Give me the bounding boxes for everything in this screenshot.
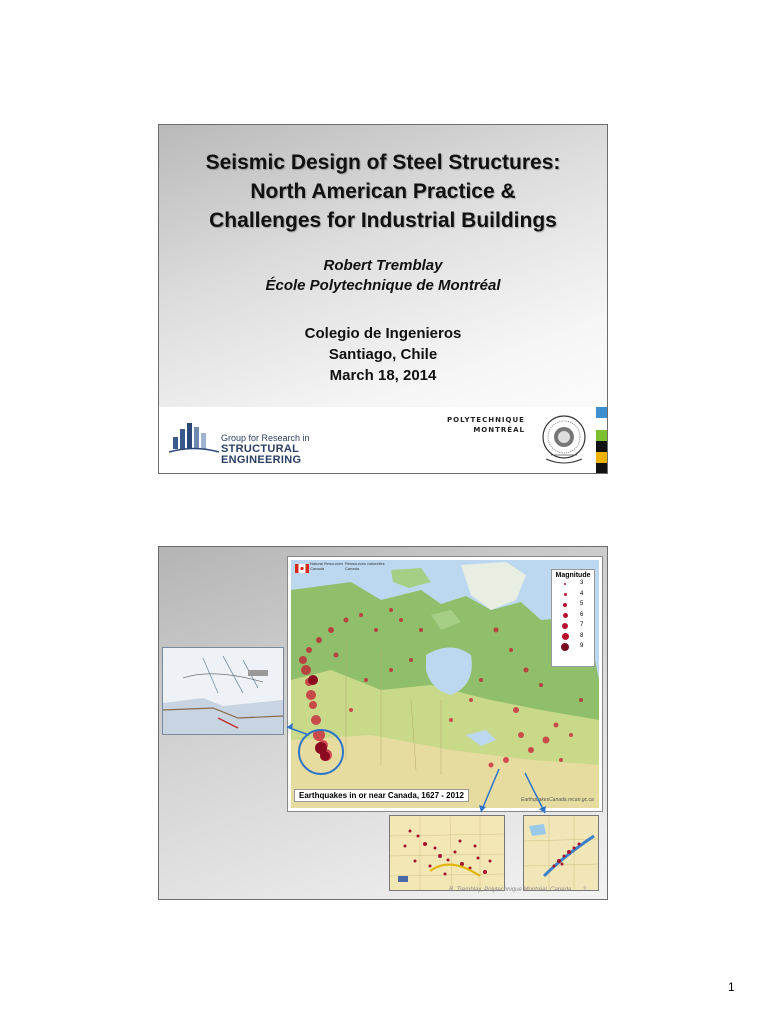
regional-map-graphic bbox=[390, 816, 504, 890]
color-swatch bbox=[596, 463, 608, 474]
legend-dot bbox=[562, 633, 569, 640]
legend-dot bbox=[561, 643, 569, 651]
accent-color-bar bbox=[596, 407, 608, 474]
color-swatch bbox=[596, 418, 608, 429]
page-number: 1 bbox=[728, 980, 735, 994]
venue-location: Santiago, Chile bbox=[328, 346, 438, 363]
legend-row bbox=[552, 642, 594, 653]
agency-fr-line-2: Canada bbox=[345, 566, 360, 571]
legend-row bbox=[552, 579, 594, 590]
agency-en-line-2: Canada bbox=[310, 566, 325, 571]
color-swatch bbox=[596, 441, 608, 452]
grse-logo bbox=[169, 421, 369, 466]
presentation-title bbox=[159, 148, 607, 235]
tectonic-diagram-graphic bbox=[163, 648, 283, 734]
polytechnique-wordmark bbox=[447, 415, 525, 435]
title-line-3: Challenges for Industrial Buildings bbox=[209, 209, 557, 232]
color-swatch bbox=[596, 430, 608, 441]
agency-name-en bbox=[310, 561, 343, 571]
legend-label: 7 bbox=[580, 622, 584, 628]
legend-row bbox=[552, 632, 594, 643]
footer-credit: R. Tremblay, Polytechnique Montréal, Canada bbox=[449, 887, 572, 893]
logo-footer bbox=[159, 407, 595, 473]
legend-label: 8 bbox=[580, 632, 584, 639]
legend-dot bbox=[564, 583, 566, 585]
legend-label: 5 bbox=[580, 601, 584, 607]
legend-title: Magnitude bbox=[555, 572, 591, 579]
grse-line-1: Group for Research in bbox=[221, 433, 310, 443]
regional-map-inset-east bbox=[523, 815, 599, 891]
regional-map-inset-west bbox=[389, 815, 505, 891]
polytechnique-seal-icon bbox=[537, 411, 591, 467]
title-slide bbox=[158, 124, 608, 474]
grse-line-2: STRUCTURAL ENGINEERING bbox=[221, 443, 302, 466]
agency-fr-line-1: Ressources naturelles bbox=[345, 561, 385, 566]
presentation-date: March 18, 2014 bbox=[329, 367, 437, 384]
legend-label: 3 bbox=[580, 580, 584, 586]
slide-number: 2 bbox=[582, 887, 587, 893]
legend-dot bbox=[564, 593, 567, 596]
title-line-2: North American Practice & bbox=[250, 180, 516, 203]
venue-name: Colegio de Ingenieros bbox=[304, 325, 462, 342]
magnitude-legend bbox=[551, 569, 595, 667]
poly-line-1: POLYTECHNIQUE bbox=[447, 416, 525, 424]
title-line-1: Seismic Design of Steel Structures: bbox=[205, 151, 561, 174]
legend-row bbox=[552, 621, 594, 632]
color-swatch bbox=[596, 407, 608, 418]
legend-row bbox=[552, 590, 594, 601]
legend-dot bbox=[563, 603, 567, 607]
legend-row bbox=[552, 611, 594, 622]
agency-en-line-1: Natural Resources bbox=[310, 561, 344, 566]
canada-earthquake-map bbox=[287, 556, 603, 812]
map-credit: EarthquakesCanada.nrcan.gc.ca bbox=[521, 797, 594, 803]
legend-row bbox=[552, 600, 594, 611]
legend-label: 9 bbox=[580, 643, 584, 649]
earthquake-map-slide bbox=[158, 546, 608, 900]
legend-dot bbox=[563, 613, 568, 618]
slide-footer bbox=[449, 887, 586, 893]
author-name: Robert Tremblay bbox=[323, 257, 443, 274]
tectonic-diagram-inset bbox=[162, 647, 284, 735]
poly-line-2: MONTRÉAL bbox=[473, 426, 525, 434]
regional-map-graphic bbox=[524, 816, 598, 890]
color-swatch bbox=[596, 452, 608, 463]
legend-label: 6 bbox=[580, 611, 584, 618]
grse-logo-text bbox=[221, 433, 369, 466]
author-block bbox=[159, 256, 607, 296]
legend-dot bbox=[562, 623, 568, 629]
map-caption: Earthquakes in or near Canada, 1627 - 2012 bbox=[294, 789, 469, 802]
author-affiliation: École Polytechnique de Montréal bbox=[265, 277, 501, 294]
building-skyline-icon bbox=[169, 421, 219, 455]
venue-block bbox=[159, 323, 607, 386]
agency-name-fr bbox=[345, 561, 385, 571]
legend-label: 4 bbox=[580, 590, 584, 597]
